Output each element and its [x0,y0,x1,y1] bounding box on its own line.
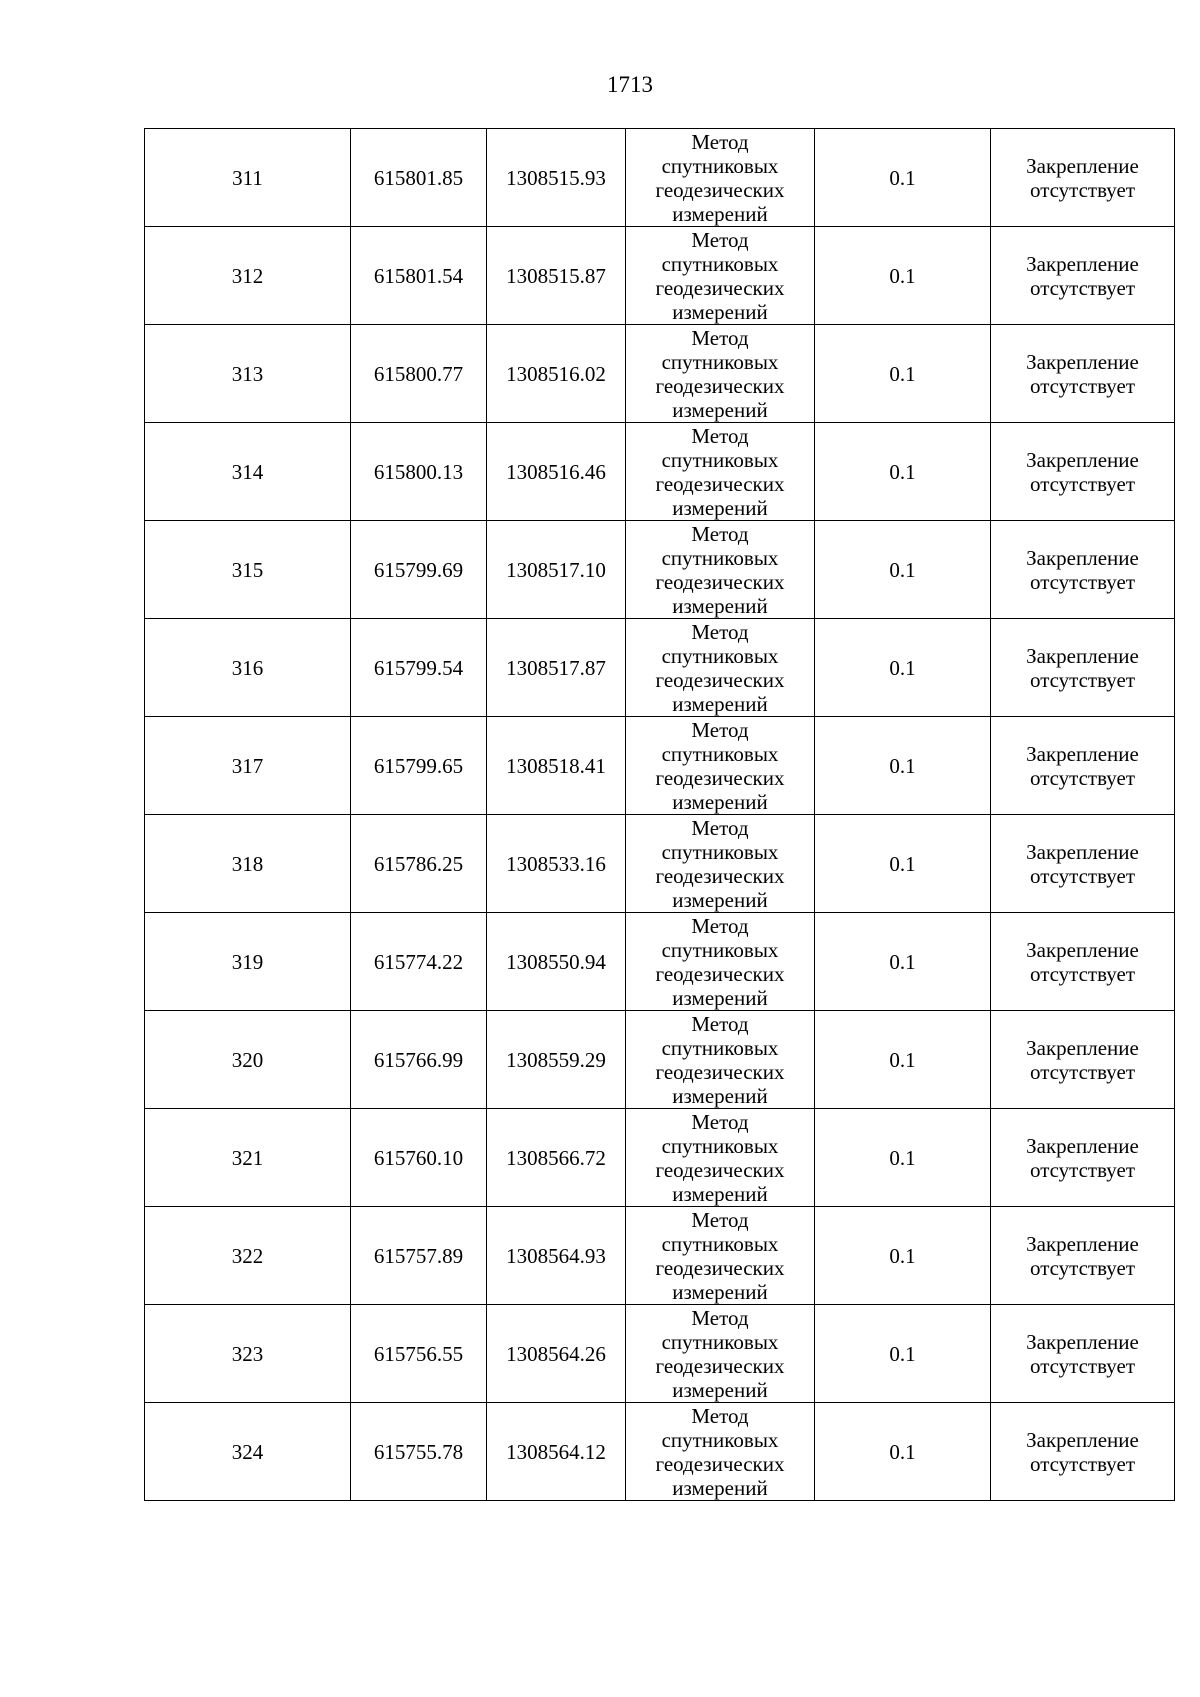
method-line: спутниковых [661,251,779,276]
x-coordinate-cell: 615801.54 [351,227,487,325]
fixing-line: Закрепление [1026,447,1139,472]
method-line: Метод [691,1011,749,1036]
point-number-cell: 317 [145,717,351,815]
accuracy-cell: 0.1 [815,1109,991,1207]
fixing-line: отсутствует [1029,177,1136,202]
method-cell [626,521,815,619]
method-cell [626,423,815,521]
x-coordinate-cell: 615756.55 [351,1305,487,1403]
x-coordinate-cell: 615800.77 [351,325,487,423]
fixing-line: отсутствует [1029,961,1136,986]
fixing-line: Закрепление [1026,349,1139,374]
accuracy-cell: 0.1 [815,325,991,423]
point-number-cell: 320 [145,1011,351,1109]
y-coordinate-cell: 1308559.29 [487,1011,626,1109]
method-line: геодезических [655,1157,785,1182]
fixing-line: отсутствует [1029,863,1136,888]
table-row [145,227,1175,325]
fixing-line: отсутствует [1029,1353,1136,1378]
y-coordinate-cell: 1308516.02 [487,325,626,423]
accuracy-cell: 0.1 [815,1011,991,1109]
method-line: Метод [691,913,749,938]
y-coordinate-cell: 1308517.87 [487,619,626,717]
y-coordinate-cell: 1308564.93 [487,1207,626,1305]
method-line: Метод [691,1305,749,1330]
method-line: геодезических [655,667,785,692]
method-line: геодезических [655,1451,785,1476]
method-line: измерений [672,299,768,324]
table-row [145,1011,1175,1109]
point-number-cell: 323 [145,1305,351,1403]
coordinates-table [144,128,1175,1501]
y-coordinate-cell: 1308564.26 [487,1305,626,1403]
method-line: спутниковых [661,839,779,864]
table-row [145,1403,1175,1501]
method-line: спутниковых [661,937,779,962]
x-coordinate-cell: 615766.99 [351,1011,487,1109]
fixing-cell [991,913,1175,1011]
y-coordinate-cell: 1308550.94 [487,913,626,1011]
point-number-cell: 315 [145,521,351,619]
x-coordinate-cell: 615799.69 [351,521,487,619]
fixing-cell [991,423,1175,521]
y-coordinate-cell: 1308566.72 [487,1109,626,1207]
fixing-line: отсутствует [1029,569,1136,594]
fixing-line: Закрепление [1026,251,1139,276]
method-line: измерений [672,1279,768,1304]
fixing-line: отсутствует [1029,765,1136,790]
fixing-line: Закрепление [1026,153,1139,178]
method-line: Метод [691,619,749,644]
accuracy-cell: 0.1 [815,129,991,227]
method-line: Метод [691,325,749,350]
method-line: геодезических [655,765,785,790]
method-line: измерений [672,691,768,716]
x-coordinate-cell: 615755.78 [351,1403,487,1501]
fixing-line: отсутствует [1029,1059,1136,1084]
method-line: Метод [691,1207,749,1232]
fixing-line: отсутствует [1029,373,1136,398]
fixing-cell [991,1403,1175,1501]
method-line: измерений [672,1377,768,1402]
y-coordinate-cell: 1308517.10 [487,521,626,619]
table-row [145,1305,1175,1403]
method-line: геодезических [655,863,785,888]
table-row [145,815,1175,913]
accuracy-cell: 0.1 [815,521,991,619]
point-number-cell: 316 [145,619,351,717]
method-line: Метод [691,227,749,252]
method-line: геодезических [655,373,785,398]
fixing-line: отсутствует [1029,1451,1136,1476]
method-line: Метод [691,815,749,840]
method-line: геодезических [655,1059,785,1084]
fixing-cell [991,1011,1175,1109]
fixing-line: отсутствует [1029,275,1136,300]
y-coordinate-cell: 1308515.93 [487,129,626,227]
fixing-cell [991,1207,1175,1305]
method-line: спутниковых [661,1427,779,1452]
method-line: измерений [672,887,768,912]
accuracy-cell: 0.1 [815,227,991,325]
method-line: измерений [672,201,768,226]
x-coordinate-cell: 615799.65 [351,717,487,815]
accuracy-cell: 0.1 [815,717,991,815]
accuracy-cell: 0.1 [815,1305,991,1403]
method-cell [626,1011,815,1109]
point-number-cell: 313 [145,325,351,423]
method-cell [626,1305,815,1403]
fixing-cell [991,619,1175,717]
method-line: Метод [691,1109,749,1134]
method-line: геодезических [655,177,785,202]
method-line: спутниковых [661,1133,779,1158]
point-number-cell: 312 [145,227,351,325]
method-line: Метод [691,717,749,742]
table-row [145,325,1175,423]
method-line: спутниковых [661,153,779,178]
fixing-line: Закрепление [1026,1133,1139,1158]
y-coordinate-cell: 1308515.87 [487,227,626,325]
method-cell [626,913,815,1011]
method-line: спутниковых [661,1231,779,1256]
accuracy-cell: 0.1 [815,619,991,717]
fixing-line: Закрепление [1026,1231,1139,1256]
x-coordinate-cell: 615786.25 [351,815,487,913]
fixing-line: Закрепление [1026,643,1139,668]
fixing-line: отсутствует [1029,471,1136,496]
method-cell [626,815,815,913]
x-coordinate-cell: 615801.85 [351,129,487,227]
fixing-line: Закрепление [1026,1329,1139,1354]
method-line: геодезических [655,961,785,986]
method-line: измерений [672,495,768,520]
method-line: измерений [672,1083,768,1108]
fixing-line: отсутствует [1029,1255,1136,1280]
fixing-cell [991,129,1175,227]
fixing-line: отсутствует [1029,1157,1136,1182]
fixing-line: Закрепление [1026,937,1139,962]
point-number-cell: 321 [145,1109,351,1207]
method-line: измерений [672,593,768,618]
method-cell [626,1403,815,1501]
fixing-cell [991,325,1175,423]
accuracy-cell: 0.1 [815,1403,991,1501]
x-coordinate-cell: 615760.10 [351,1109,487,1207]
accuracy-cell: 0.1 [815,423,991,521]
method-line: геодезических [655,1353,785,1378]
y-coordinate-cell: 1308518.41 [487,717,626,815]
fixing-cell [991,1109,1175,1207]
table-row [145,913,1175,1011]
method-cell [626,227,815,325]
fixing-cell [991,1305,1175,1403]
table-row [145,1109,1175,1207]
method-line: измерений [672,1181,768,1206]
method-line: Метод [691,423,749,448]
table-row [145,521,1175,619]
y-coordinate-cell: 1308516.46 [487,423,626,521]
fixing-line: Закрепление [1026,741,1139,766]
method-line: спутниковых [661,741,779,766]
method-line: геодезических [655,275,785,300]
point-number-cell: 314 [145,423,351,521]
fixing-cell [991,815,1175,913]
point-number-cell: 311 [145,129,351,227]
method-line: измерений [672,789,768,814]
fixing-cell [991,227,1175,325]
y-coordinate-cell: 1308533.16 [487,815,626,913]
method-line: Метод [691,521,749,546]
accuracy-cell: 0.1 [815,815,991,913]
method-cell [626,1207,815,1305]
fixing-cell [991,717,1175,815]
table-row [145,423,1175,521]
method-line: спутниковых [661,545,779,570]
method-cell [626,619,815,717]
x-coordinate-cell: 615800.13 [351,423,487,521]
method-line: Метод [691,1403,749,1428]
fixing-line: отсутствует [1029,667,1136,692]
accuracy-cell: 0.1 [815,913,991,1011]
fixing-line: Закрепление [1026,1427,1139,1452]
table-body [145,129,1175,1501]
method-line: геодезических [655,471,785,496]
method-line: спутниковых [661,1035,779,1060]
table-row [145,129,1175,227]
method-line: спутниковых [661,643,779,668]
point-number-cell: 318 [145,815,351,913]
method-line: геодезических [655,569,785,594]
method-line: измерений [672,1475,768,1500]
accuracy-cell: 0.1 [815,1207,991,1305]
method-line: спутниковых [661,447,779,472]
point-number-cell: 324 [145,1403,351,1501]
fixing-line: Закрепление [1026,545,1139,570]
method-cell [626,717,815,815]
fixing-cell [991,521,1175,619]
method-cell [626,325,815,423]
method-line: спутниковых [661,1329,779,1354]
page-number: 1713 [607,72,653,97]
method-line: измерений [672,985,768,1010]
fixing-line: Закрепление [1026,1035,1139,1060]
method-line: геодезических [655,1255,785,1280]
x-coordinate-cell: 615774.22 [351,913,487,1011]
point-number-cell: 322 [145,1207,351,1305]
method-line: спутниковых [661,349,779,374]
y-coordinate-cell: 1308564.12 [487,1403,626,1501]
table-row [145,1207,1175,1305]
point-number-cell: 319 [145,913,351,1011]
method-line: измерений [672,397,768,422]
fixing-line: Закрепление [1026,839,1139,864]
x-coordinate-cell: 615757.89 [351,1207,487,1305]
method-line: Метод [691,129,749,154]
method-cell [626,129,815,227]
table-row [145,619,1175,717]
table-row [145,717,1175,815]
x-coordinate-cell: 615799.54 [351,619,487,717]
method-cell [626,1109,815,1207]
